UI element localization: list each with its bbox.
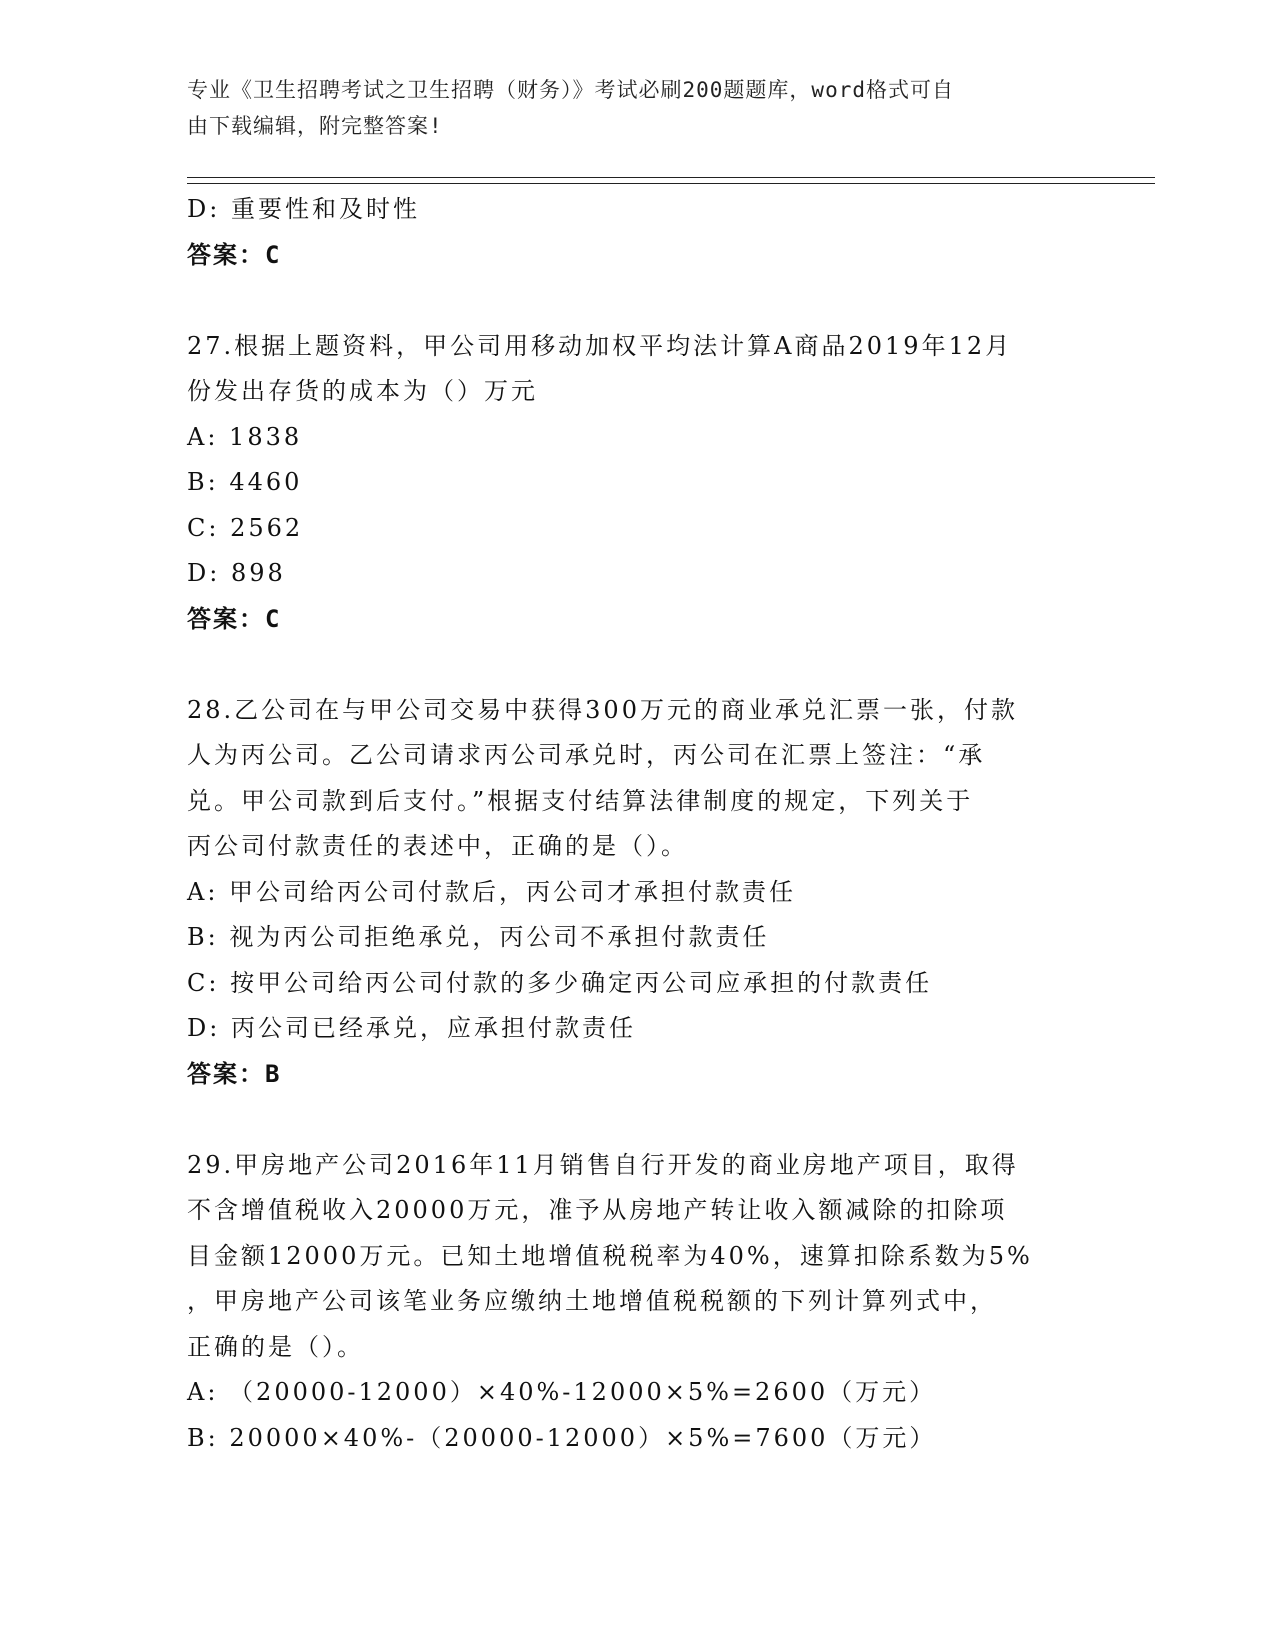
question-stem: 兑。甲公司款到后支付。”根据支付结算法律制度的规定，下列关于 — [187, 786, 974, 815]
question-stem: 不含增值税收入20000万元，准予从房地产转让收入额减除的扣除项 — [187, 1196, 1008, 1224]
question-stem: 27.根据上题资料，甲公司用移动加权平均法计算A商品2019年12月 — [187, 331, 1013, 360]
question-stem: 29.甲房地产公司2016年11月销售自行开发的商业房地产项目，取得 — [187, 1150, 1019, 1179]
question-stem: 丙公司付款责任的表述中，正确的是（）。 — [187, 832, 688, 860]
question-stem: 目金额12000万元。已知土地增值税税率为40%，速算扣除系数为5% — [187, 1241, 1033, 1270]
option-d: D: 重要性和及时性 — [187, 195, 420, 223]
question-27 — [187, 324, 1087, 643]
document-body — [187, 187, 1087, 1461]
option-d: D: 898 — [187, 559, 286, 587]
question-stem: 人为丙公司。乙公司请求丙公司承兑时，丙公司在汇票上签注：“承 — [187, 741, 986, 769]
header-rule-bottom — [187, 183, 1155, 184]
option-b: B: 视为丙公司拒绝承兑，丙公司不承担付款责任 — [187, 923, 770, 951]
header-line-2: 由下载编辑，附完整答案! — [187, 114, 443, 138]
answer: 答案：C — [187, 604, 282, 633]
document-header — [187, 72, 1067, 144]
question-29 — [187, 1143, 1087, 1462]
answer: 答案：B — [187, 1059, 282, 1088]
question-stem: ，甲房地产公司该笔业务应缴纳土地增值税税额的下列计算列式中， — [187, 1287, 997, 1315]
spacer — [187, 278, 1087, 324]
option-d: D: 丙公司已经承兑，应承担付款责任 — [187, 1014, 636, 1042]
option-b: B: 4460 — [187, 468, 303, 496]
question-stem: 正确的是（）。 — [187, 1332, 364, 1361]
option-a: A: （20000-12000）×40%-12000×5%=2600（万元） — [187, 1378, 937, 1406]
option-a: A: 甲公司给丙公司付款后，丙公司才承担付款责任 — [187, 877, 797, 906]
answer: 答案：C — [187, 240, 282, 269]
question-26-tail — [187, 187, 1087, 278]
option-c: C: 按甲公司给丙公司付款的多少确定丙公司应承担的付款责任 — [187, 968, 933, 997]
question-28 — [187, 688, 1087, 1098]
question-stem: 份发出存货的成本为（）万元 — [187, 377, 538, 405]
option-a: A: 1838 — [187, 422, 303, 451]
question-stem: 28.乙公司在与甲公司交易中获得300万元的商业承兑汇票一张，付款 — [187, 695, 1018, 724]
spacer — [187, 1097, 1087, 1143]
option-b: B: 20000×40%-（20000-12000）×5%=7600（万元） — [187, 1423, 937, 1452]
option-c: C: 2562 — [187, 513, 304, 542]
header-line-1: 专业《卫生招聘考试之卫生招聘（财务）》考试必刷200题题库，word格式可自 — [187, 78, 954, 102]
spacer — [187, 642, 1087, 688]
header-rule-top — [187, 177, 1155, 178]
